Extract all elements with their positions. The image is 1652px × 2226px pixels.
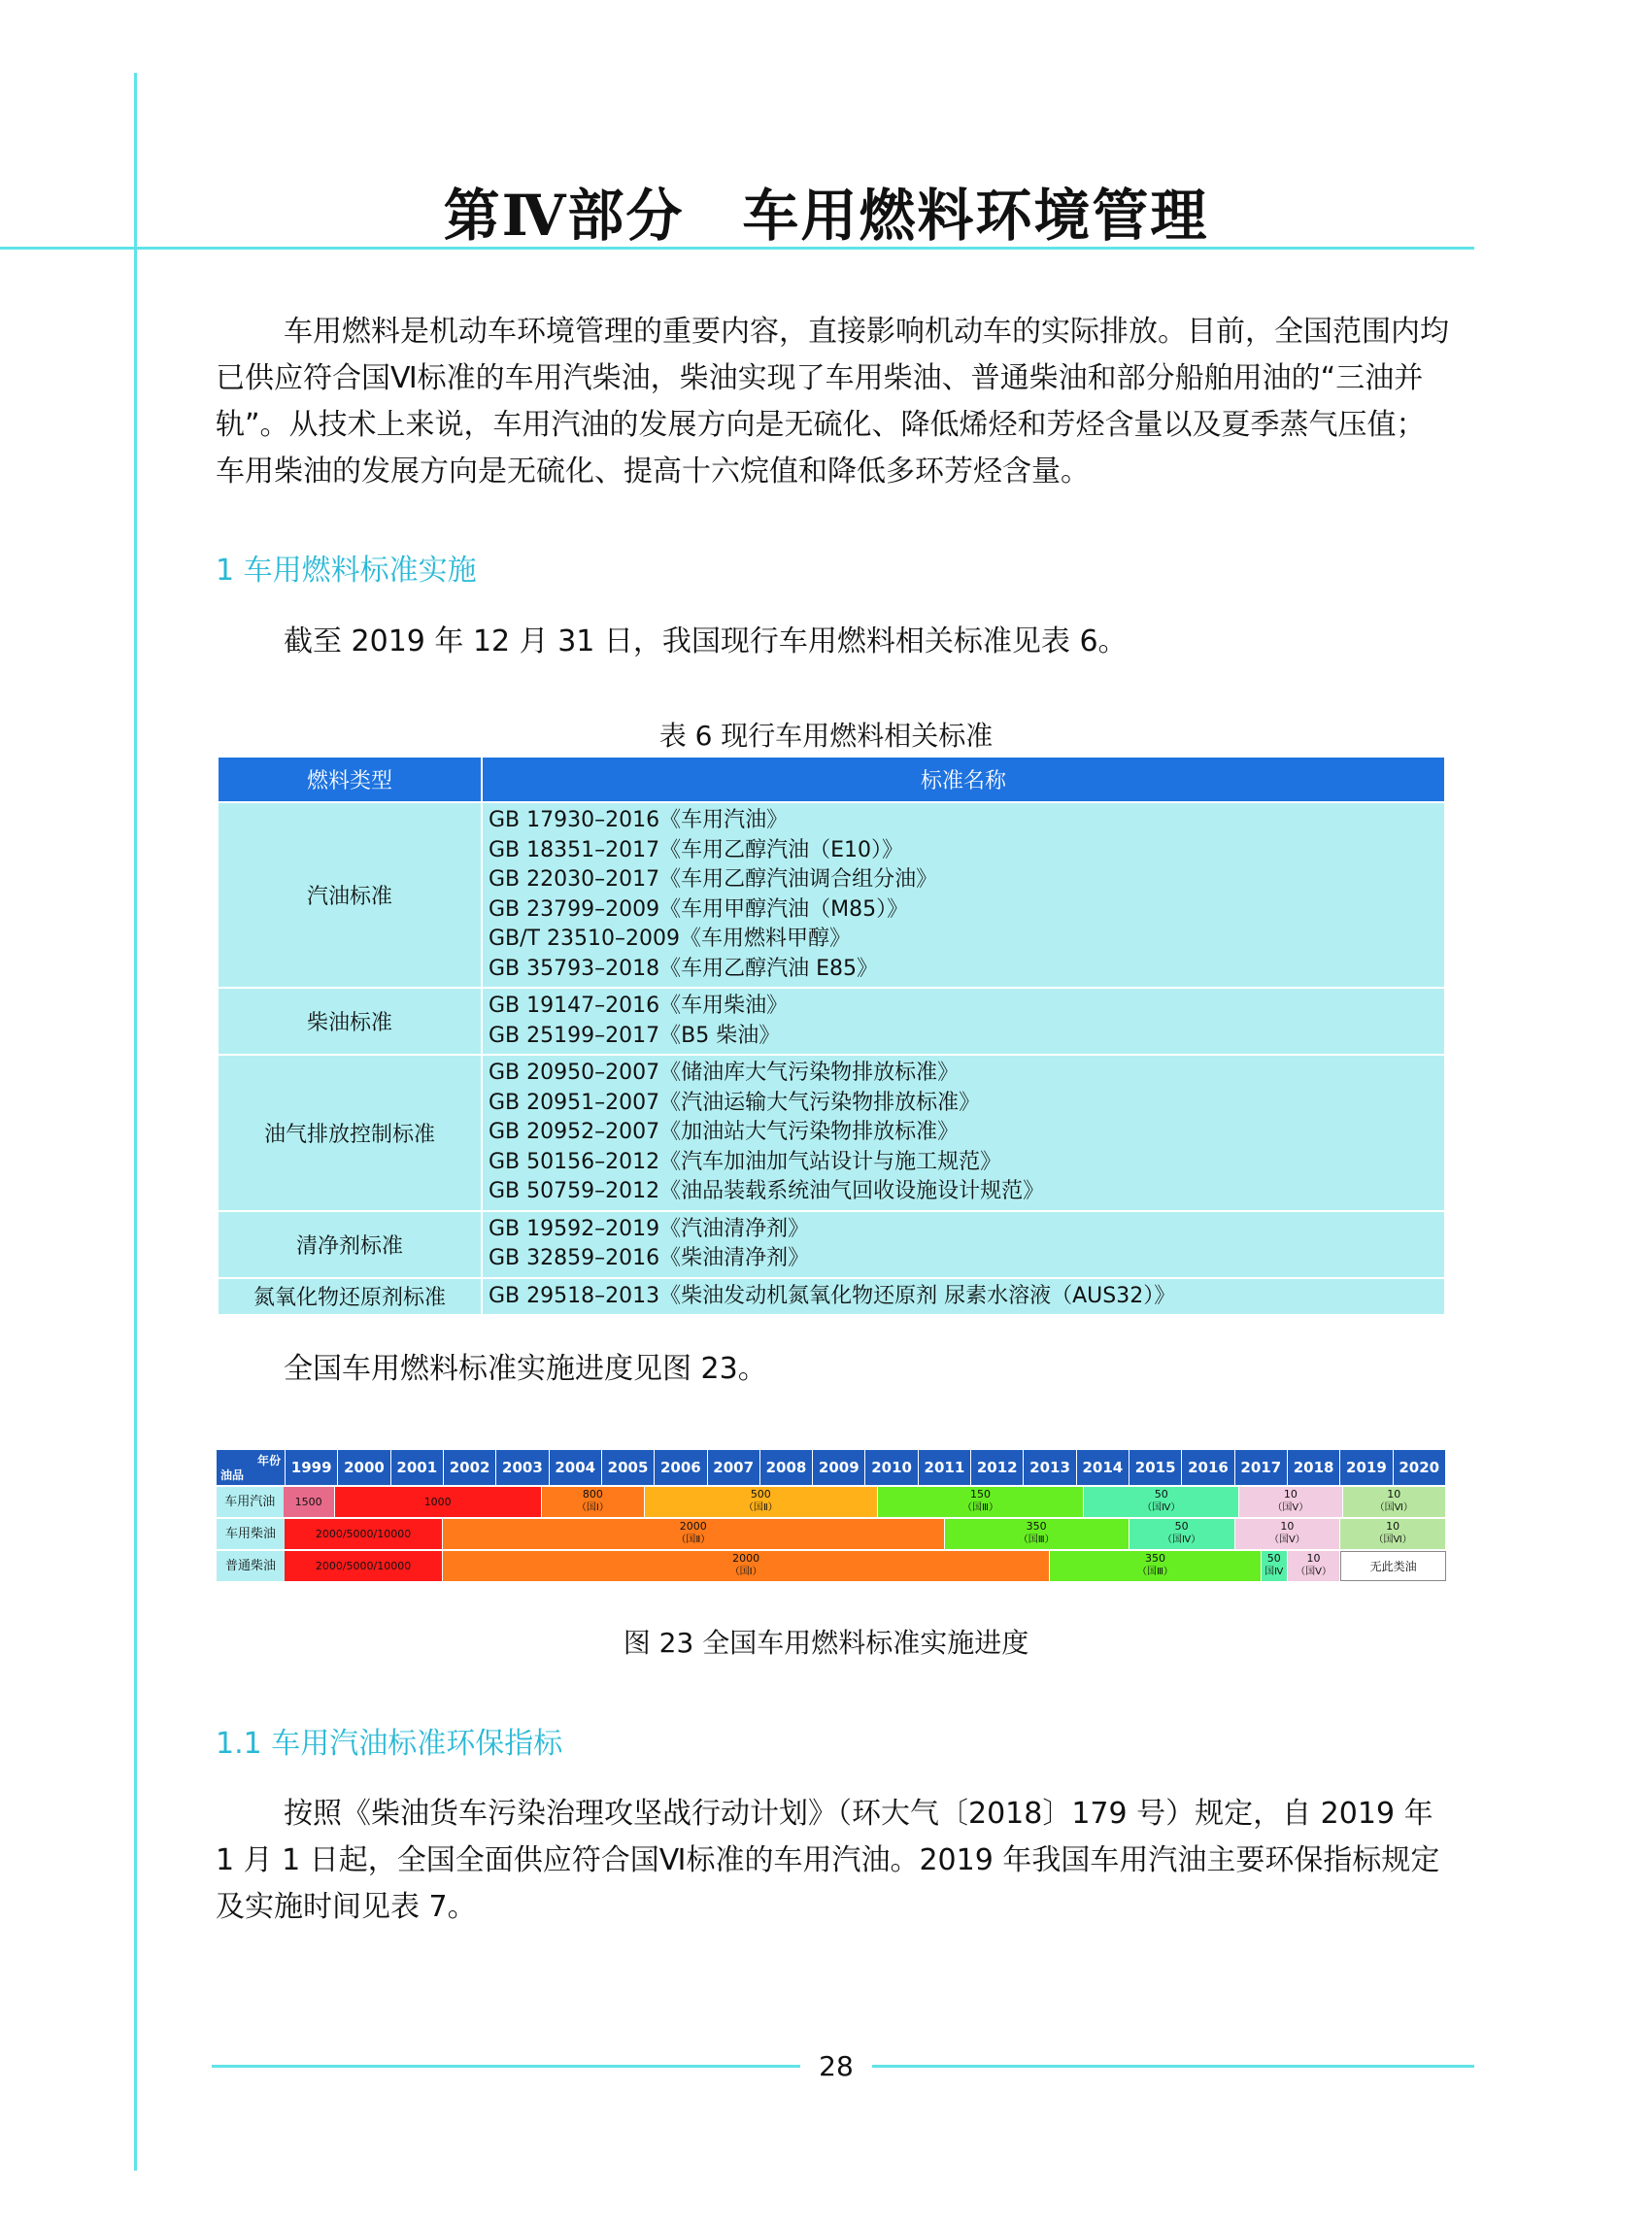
segment-standard-label: （国Ⅰ）: [576, 1502, 609, 1513]
segment-standard-label: （国Ⅴ）: [1272, 1502, 1309, 1513]
section-heading-1: 1 车用燃料标准实施: [216, 554, 477, 588]
timeline-row: [217, 1487, 1446, 1517]
segment-value: 50: [1266, 1552, 1281, 1565]
segment-standard-label: （国Ⅱ）: [743, 1502, 778, 1513]
timeline-segment: [443, 1519, 944, 1549]
year-header-cell: 1999: [286, 1450, 338, 1485]
segment-value: 10: [1306, 1552, 1321, 1565]
segment-value: 1000: [423, 1496, 452, 1508]
fuel-row-label: 普通柴油: [217, 1551, 285, 1581]
segment-value: 1500: [294, 1496, 322, 1508]
table-row: [218, 1055, 1445, 1211]
segment-standard-label: （国Ⅳ）: [1163, 1535, 1201, 1545]
segment-value: 50: [1154, 1488, 1168, 1501]
segment-value: 150: [970, 1488, 991, 1501]
timeline-segment: [1239, 1487, 1342, 1517]
segment-value: 无此类油: [1369, 1560, 1417, 1573]
timeline-segment: [1084, 1487, 1239, 1517]
segment-value: 50: [1174, 1520, 1189, 1533]
segment-standard-label: （国Ⅴ）: [1296, 1567, 1332, 1577]
segment-value: 800: [582, 1488, 603, 1501]
timeline-segment: [1340, 1519, 1446, 1549]
year-header-cell: 2004: [550, 1450, 602, 1485]
timeline-row: [217, 1551, 1446, 1581]
segment-standard-label: （国Ⅵ）: [1374, 1502, 1413, 1513]
timeline-segment: [1050, 1551, 1261, 1581]
left-margin-rule: [134, 73, 137, 2171]
segment-value: 2000/5000/10000: [315, 1560, 412, 1572]
table-caption: 表 6 现行车用燃料相关标准: [658, 720, 994, 752]
timeline-segment: [1343, 1487, 1446, 1517]
year-header-cell: 2005: [602, 1450, 655, 1485]
section-heading-1-1: 1.1 车用汽油标准环保指标: [216, 1727, 563, 1761]
page-number: 28: [819, 2050, 854, 2082]
year-header-cell: 2007: [708, 1450, 760, 1485]
timeline-segment: [542, 1487, 645, 1517]
segment-value: 350: [1144, 1552, 1165, 1565]
segment-value: 2000: [732, 1552, 760, 1565]
standard-names-cell: GB 29518–2013《柴油发动机氮氧化物还原剂 尿素水溶液（AUS32）》: [482, 1278, 1445, 1316]
timeline-row: [217, 1519, 1446, 1549]
segment-value: 2000: [679, 1520, 707, 1533]
segment-value: 10: [1386, 1520, 1400, 1533]
figure-caption: 图 23 全国车用燃料标准实施进度: [623, 1627, 1029, 1659]
timeline-segment: [1129, 1519, 1235, 1549]
implementation-timeline-chart: [217, 1450, 1446, 1581]
table-row: [218, 1211, 1445, 1278]
year-header-cell: 2014: [1077, 1450, 1129, 1485]
year-header-cell: 2009: [813, 1450, 865, 1485]
year-header-cell: 2015: [1129, 1450, 1182, 1485]
timeline-segment: [1235, 1519, 1341, 1549]
year-header-cell: 2002: [444, 1450, 496, 1485]
fuel-row-label: 车用柴油: [217, 1519, 285, 1549]
year-header-cell: 2013: [1024, 1450, 1076, 1485]
segment-value: 500: [750, 1488, 771, 1501]
segment-standard-label: （国Ⅴ）: [1268, 1535, 1305, 1545]
corner-year-label: 年份: [256, 1454, 281, 1467]
segment-standard-label: （国Ⅰ）: [729, 1567, 762, 1577]
year-header-cell: 2010: [865, 1450, 918, 1485]
timeline-segment: [1288, 1551, 1340, 1581]
timeline-segment: [1262, 1551, 1288, 1581]
segment-standard-label: （国Ⅱ）: [676, 1535, 711, 1545]
segment-standard-label: （国Ⅳ）: [1142, 1502, 1181, 1513]
year-header-cell: 2016: [1182, 1450, 1234, 1485]
year-header-cell: 2001: [391, 1450, 444, 1485]
timeline-segment: [285, 1519, 443, 1549]
segment-standard-label: （国Ⅲ）: [1018, 1535, 1055, 1545]
timeline-segment: [443, 1551, 1050, 1581]
year-header-cell: 2017: [1235, 1450, 1288, 1485]
year-header-cell: 2019: [1340, 1450, 1393, 1485]
table-row: [218, 802, 1445, 988]
segment-value: 10: [1280, 1520, 1295, 1533]
fuel-type-cell: 柴油标准: [218, 988, 482, 1055]
footer-rule-left: [212, 2065, 800, 2068]
year-header-cell: 2000: [338, 1450, 390, 1485]
standards-table: [217, 756, 1446, 1316]
year-header-cell: 2011: [919, 1450, 971, 1485]
fuel-row-label: 车用汽油: [217, 1487, 284, 1517]
timeline-segment: [878, 1487, 1085, 1517]
timeline-segment: [1340, 1551, 1446, 1581]
year-header-cell: 2008: [760, 1450, 813, 1485]
timeline-corner: [217, 1450, 286, 1485]
segment-value: 10: [1283, 1488, 1298, 1501]
timeline-segment: [645, 1487, 877, 1517]
timeline-segment: [285, 1551, 443, 1581]
year-header-cell: 2018: [1288, 1450, 1340, 1485]
standard-names-cell: GB 17930–2016《车用汽油》 GB 18351–2017《车用乙醇汽油（E10）》 GB 22030–2017《车用乙醇汽油调合组分油》 GB 23799–2009《车用甲醇汽油（M85）》 GB/T 23510–2009《车用燃料甲醇》 GB 35793–2018《车用乙醇汽油 E85》: [482, 802, 1445, 988]
table-header-fuel-type: 燃料类型: [218, 757, 482, 802]
segment-standard-label: （国Ⅲ）: [1137, 1567, 1173, 1577]
standard-names-cell: GB 19592–2019《汽油清净剂》 GB 32859–2016《柴油清净剂》: [482, 1211, 1445, 1278]
segment-value: 10: [1387, 1488, 1401, 1501]
timeline-header: [217, 1450, 1446, 1485]
segment-value: 2000/5000/10000: [315, 1528, 412, 1540]
segment-standard-label: （国Ⅲ）: [962, 1502, 998, 1513]
corner-fuel-label: 油品: [220, 1468, 245, 1482]
timeline-segment: [284, 1487, 335, 1517]
year-header-cell: 2003: [496, 1450, 549, 1485]
footer-rule-right: [872, 2065, 1474, 2068]
year-header-cell: 2020: [1394, 1450, 1446, 1485]
fuel-type-cell: 清净剂标准: [218, 1211, 482, 1278]
year-header-cell: 2012: [971, 1450, 1024, 1485]
segment-value: 350: [1026, 1520, 1047, 1533]
standard-names-cell: GB 19147–2016《车用柴油》 GB 25199–2017《B5 柴油》: [482, 988, 1445, 1055]
year-header-cell: 2006: [655, 1450, 707, 1485]
paragraph-figure-ref: 全国车用燃料标准实施进度见图 23。: [284, 1352, 767, 1386]
fuel-type-cell: 汽油标准: [218, 802, 482, 988]
segment-standard-label: 国Ⅳ: [1264, 1567, 1284, 1577]
timeline-segment: [945, 1519, 1129, 1549]
segment-standard-label: （国Ⅵ）: [1373, 1535, 1412, 1545]
paragraph-table-ref: 截至 2019 年 12 月 31 日，我国现行车用燃料相关标准见表 6。: [284, 624, 1128, 658]
table-row: [218, 1278, 1445, 1316]
fuel-type-cell: 油气排放控制标准: [218, 1055, 482, 1211]
intro-paragraph: 车用燃料是机动车环境管理的重要内容，直接影响机动车的实际排放。目前，全国范围内均已供应符合国Ⅵ标准的车用汽柴油，柴油实现了车用柴油、普通柴油和部分船舶用油的“三油并轨”。从技术上来说，车用汽油的发展方向是无硫化、降低烯烃和芳烃含量以及夏季蒸气压值；车用柴油的发展方向是无硫化、提高十六烷值和降低多环芳烃含量。: [216, 315, 1449, 489]
paragraph-gasoline: 按照《柴油货车污染治理攻坚战行动计划》（环大气〔2018〕179 号）规定，自 2019 年 1 月 1 日起，全国全面供应符合国Ⅵ标准的车用汽油。2019 年我国车用汽油主要环保指标规定及实施时间见表 7。: [216, 1797, 1440, 1924]
table-header-standard-name: 标准名称: [482, 757, 1445, 802]
fuel-type-cell: 氮氧化物还原剂标准: [218, 1278, 482, 1316]
page-title: 第Ⅳ部分 车用燃料环境管理: [443, 183, 1209, 249]
standard-names-cell: GB 20950–2007《储油库大气污染物排放标准》 GB 20951–2007《汽油运输大气污染物排放标准》 GB 20952–2007《加油站大气污染物排放标准》 GB 50156–2012《汽车加油加气站设计与施工规范》 GB 50759–2012《油品装载系统油气回收设施设计规范》: [482, 1055, 1445, 1211]
table-row: [218, 988, 1445, 1055]
timeline-segment: [335, 1487, 542, 1517]
